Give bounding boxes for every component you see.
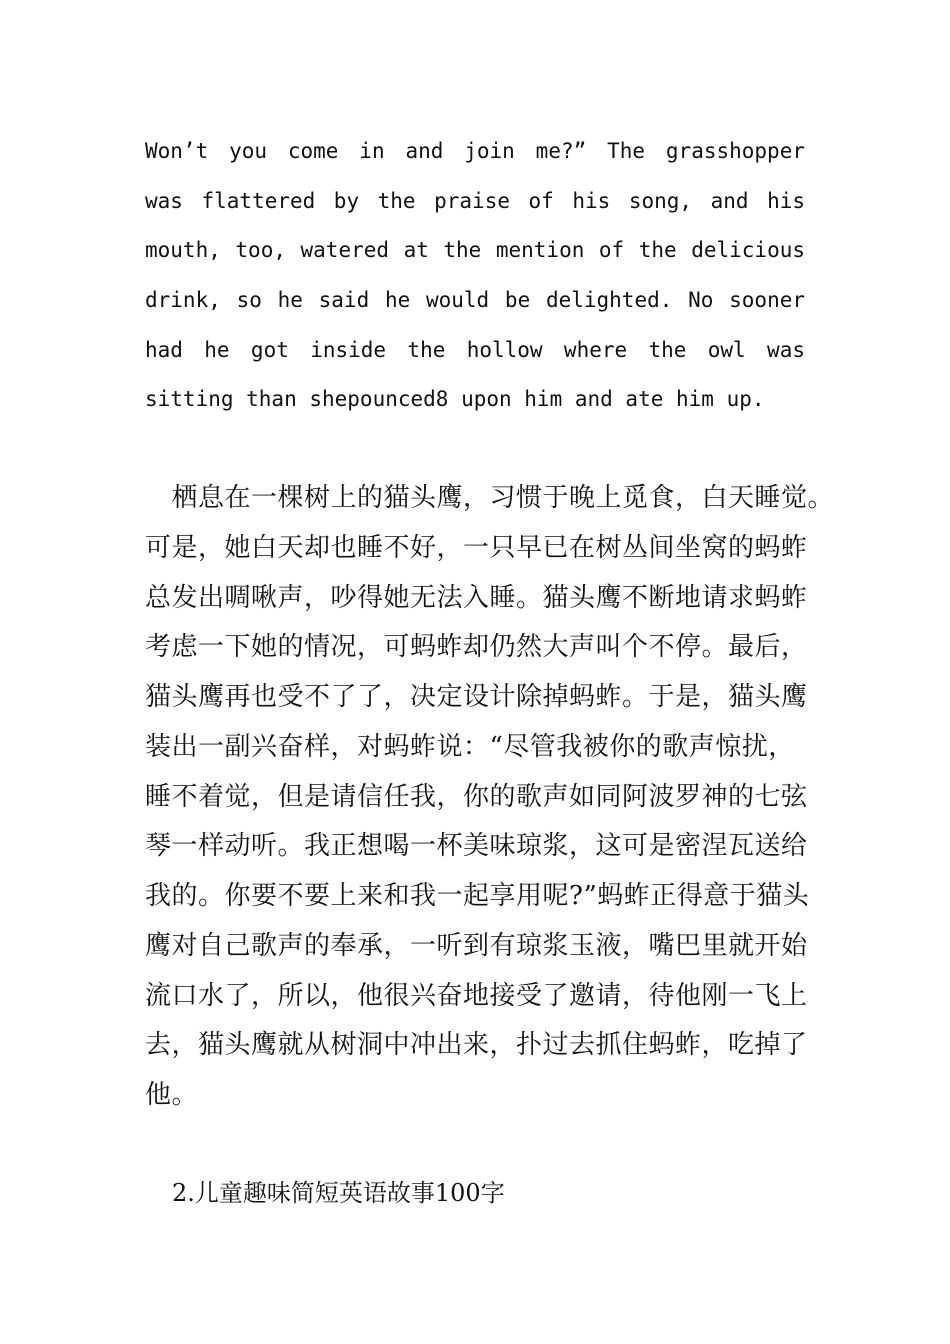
english-line: was flattered by the praise of his song, and his xyxy=(145,189,805,213)
chinese-line: 流口水了，所以，他很兴奋地接受了邀请，待他刚一飞上 xyxy=(145,981,808,1011)
english-line: mouth, too, watered at the mention of the delicious xyxy=(145,238,805,262)
chinese-line: 去，猫头鹰就从树洞中冲出来，扑过去抓住蚂蚱，吃掉了 xyxy=(145,1030,808,1060)
chinese-line: 总发出啁啾声，吵得她无法入睡。猫头鹰不断地请求蚂蚱 xyxy=(145,583,808,613)
section-heading: 2.儿童趣味简短英语故事100字 xyxy=(172,1179,505,1207)
english-line: sitting than shepounced8 upon him and ate him up. xyxy=(145,387,765,411)
english-line: had he got inside the hollow where the owl was xyxy=(145,338,805,362)
chinese-line: 栖息在一棵树上的猫头鹰，习惯于晚上觅食，白天睡觉。 xyxy=(145,483,835,513)
english-line: drink, so he said he would be delighted. No sooner xyxy=(145,288,805,312)
chinese-line: 我的。你要不要上来和我一起享用呢?”蚂蚱正得意于猫头 xyxy=(145,881,810,911)
chinese-line: 猫头鹰再也受不了了，决定设计除掉蚂蚱。于是，猫头鹰 xyxy=(145,682,808,712)
chinese-line: 可是，她白天却也睡不好，一只早已在树丛间坐窝的蚂蚱 xyxy=(145,533,808,563)
chinese-line: 琴一样动听。我正想喝一杯美味琼浆，这可是密涅瓦送给 xyxy=(145,831,808,861)
english-line: Won’t you come in and join me?” The grasshopper xyxy=(145,139,805,163)
chinese-line: 考虑一下她的情况，可蚂蚱却仍然大声叫个不停。最后， xyxy=(145,632,808,662)
chinese-line: 他。 xyxy=(145,1080,199,1110)
chinese-line: 鹰对自己歌声的奉承，一听到有琼浆玉液，嘴巴里就开始 xyxy=(145,931,808,961)
chinese-line: 装出一副兴奋样，对蚂蚱说：“尽管我被你的歌声惊扰， xyxy=(145,732,795,762)
chinese-line: 睡不着觉，但是请信任我，你的歌声如同阿波罗神的七弦 xyxy=(145,782,808,812)
